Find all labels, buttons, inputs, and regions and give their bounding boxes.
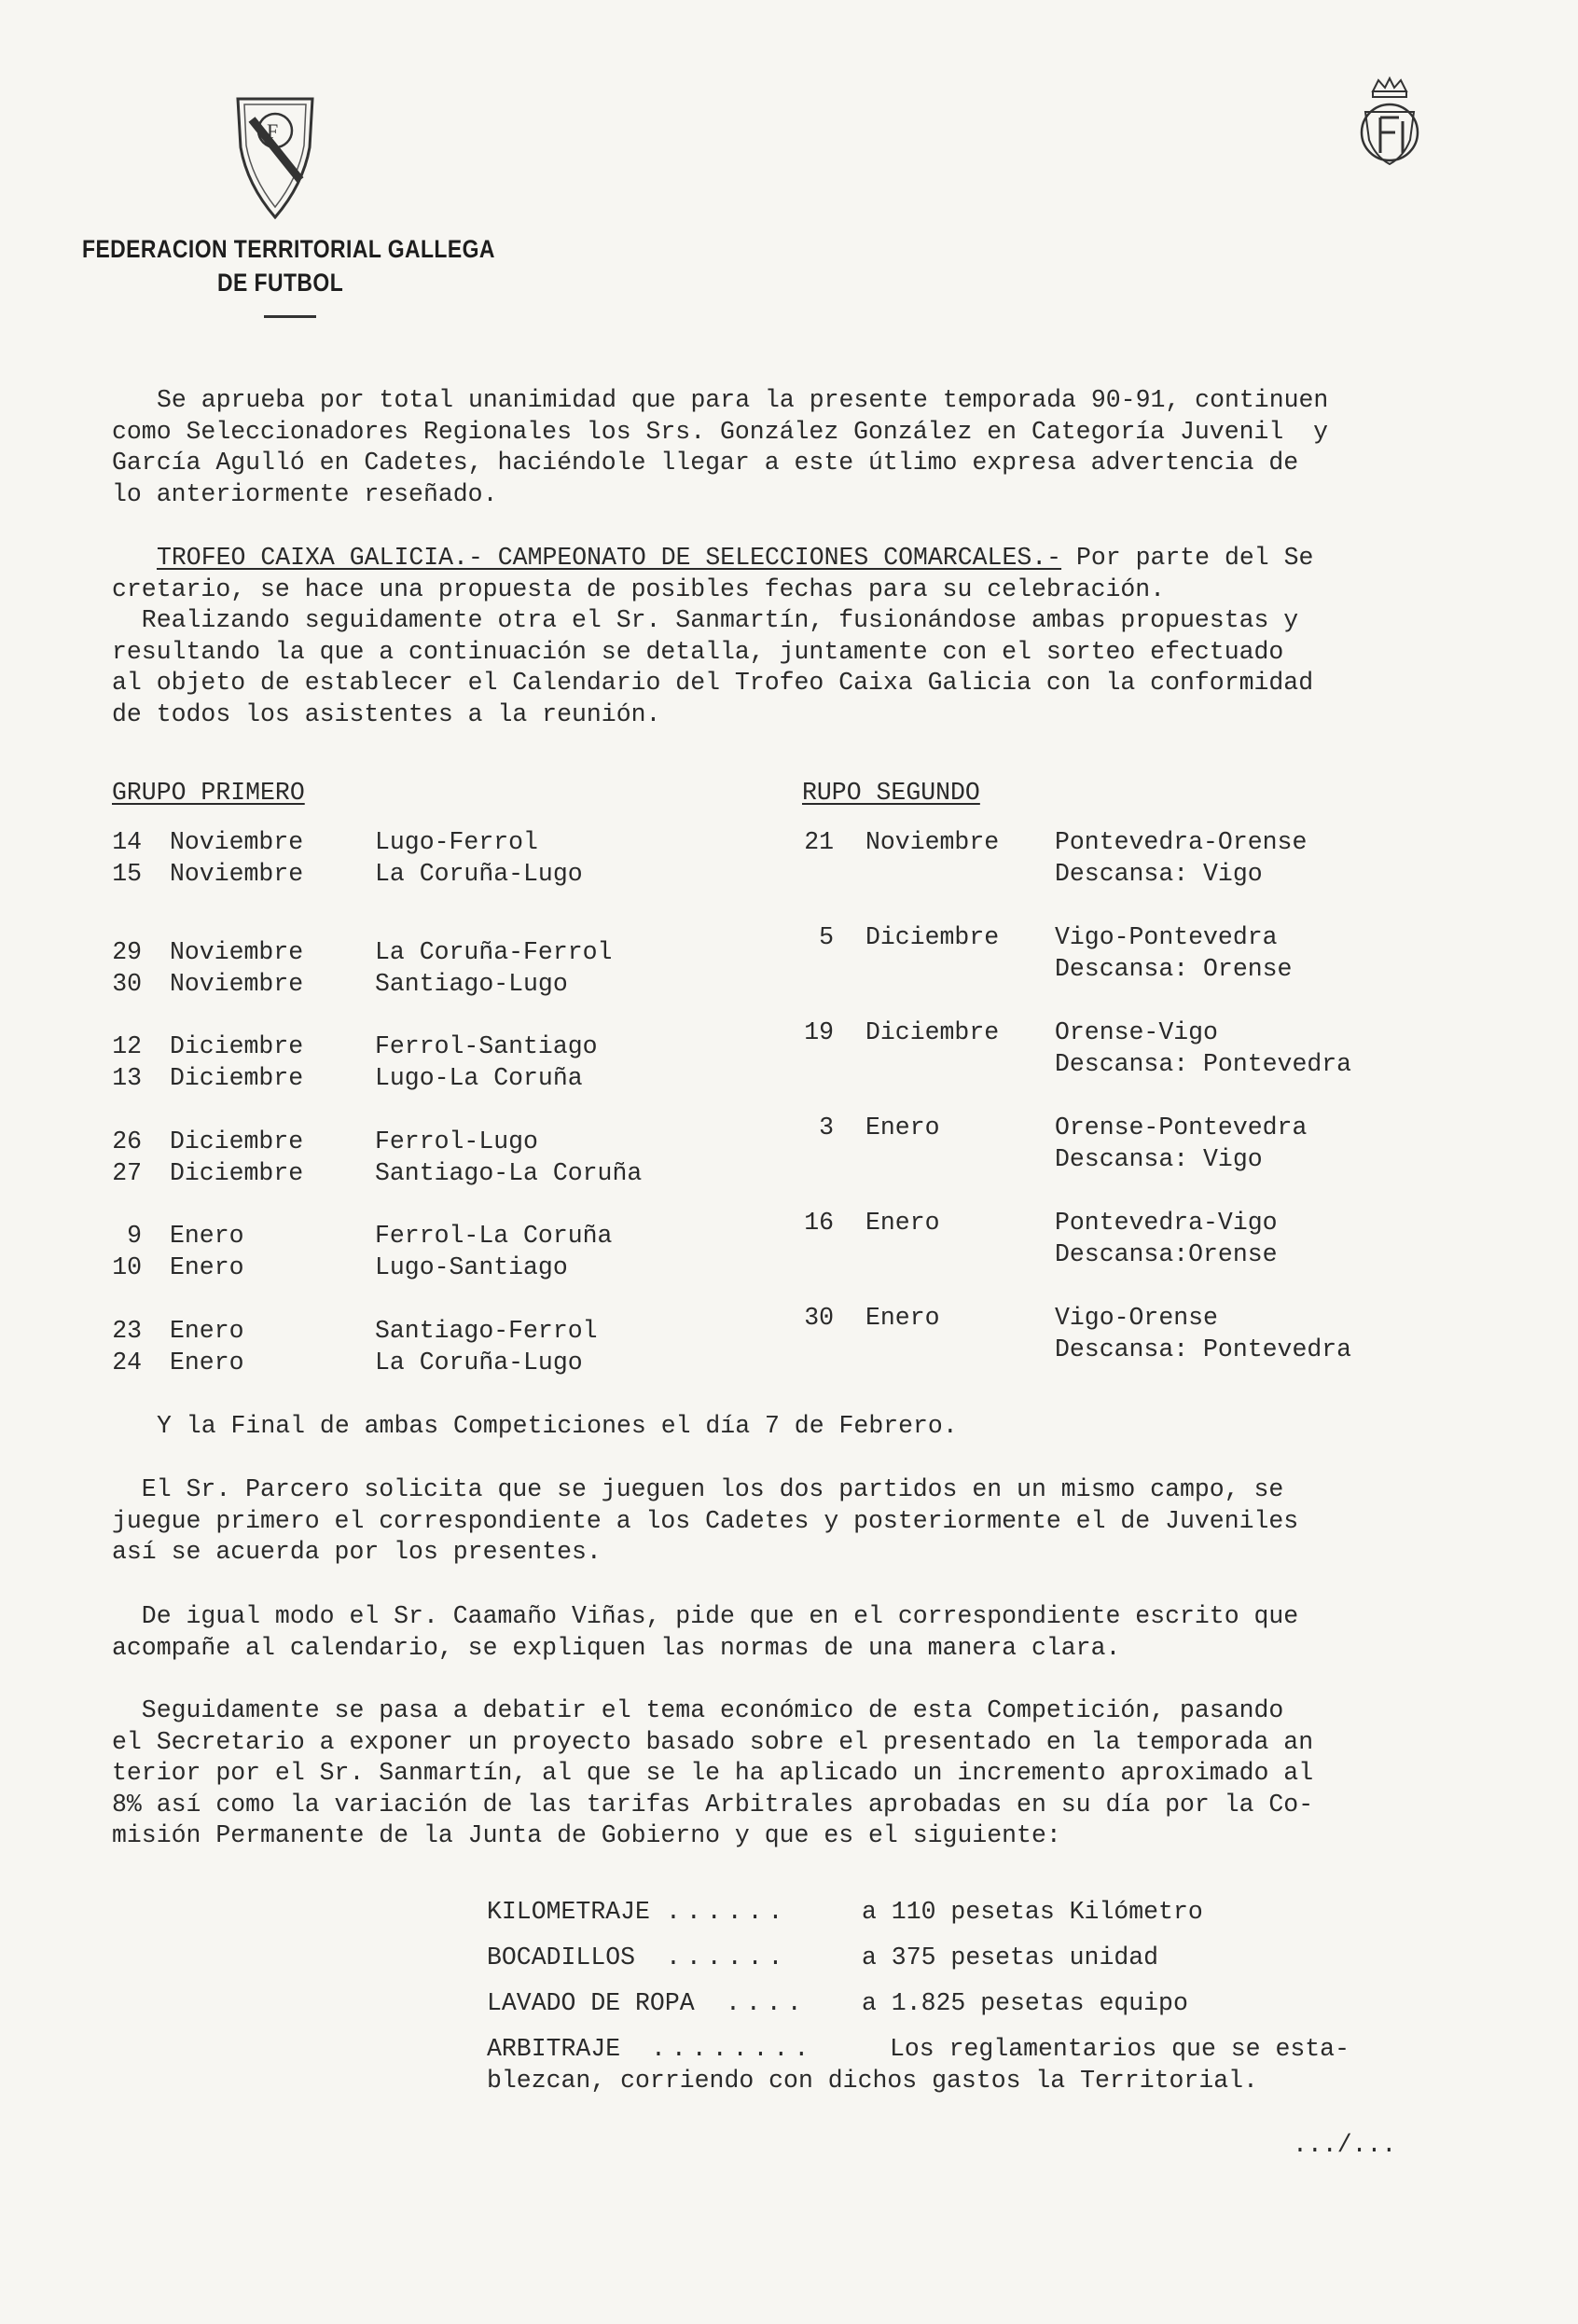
month: Enero [170,1222,244,1250]
day: 13 [112,1064,142,1092]
paragraph-line: acompañe al calendario, se expliquen las normas de una manera clara. [112,1633,1121,1662]
month: Diciembre [170,1159,304,1187]
paragraph-line: el Secretario a exponer un proyecto basado sobre el presentado en la temporada an [112,1727,1314,1756]
tariff-item: ARBITRAJE [487,2035,621,2063]
match: Lugo-Ferrol [375,828,538,856]
table-row [104,968,568,1000]
paragraph-line: García Agulló en Cadetes, haciéndole llegar a este útlimo expresa advertencia de [112,449,1299,477]
match: Pontevedra-Vigo [1055,1209,1278,1237]
paragraph-line: como Seleccionadores Regionales los Srs. González González en Categoría Juvenil y [112,417,1329,446]
month: Enero [865,1304,940,1332]
svg-text:F: F [267,119,279,143]
table-row [104,1347,583,1378]
day: 27 [112,1159,142,1187]
table-row [104,826,538,858]
tariff-row [487,1896,1203,1928]
match: Ferrol-La Coruña [375,1222,613,1250]
match: Santiago-La Coruña [375,1159,643,1187]
day: 29 [112,938,142,966]
tariff-row [487,1942,1158,1973]
table-row [793,826,1307,858]
table-row [793,1302,1218,1334]
day: 23 [112,1317,142,1345]
day: 16 [804,1209,834,1237]
paragraph-line: Seguidamente se pasa a debatir el tema económico de esta Competición, pasando [112,1696,1284,1724]
match: Santiago-Lugo [375,970,568,998]
table-row-rest: Descansa:Orense [1055,1240,1278,1268]
crowned-rfef-emblem-icon [1352,75,1427,177]
paragraph-line: así se acuerda por los presentes. [112,1538,602,1566]
month: Diciembre [865,1018,1000,1046]
paragraph-caamano [112,1601,1408,1664]
trofeo-heading-rest: Por parte del Se [1061,544,1314,572]
paragraph-line: lo anteriormente reseñado. [112,479,498,508]
day: 3 [819,1114,834,1141]
match: La Coruña-Lugo [375,860,583,888]
day: 15 [112,860,142,888]
match: Orense-Vigo [1055,1018,1218,1046]
match: Vigo-Pontevedra [1055,923,1278,951]
table-row-rest: Descansa: Pontevedra [1055,1050,1352,1078]
federation-name: FEDERACION TERRITORIAL GALLEGA [82,235,495,263]
month: Enero [170,1317,244,1345]
paragraph-1 [112,385,1408,510]
paragraph-line: cretario, se hace una propuesta de posibles fechas para su celebración. [112,574,1166,603]
federation-name-line2: DE FUTBOL [217,269,344,297]
month: Diciembre [170,1064,304,1092]
paragraph-line: 8% así como la variación de las tarifas Arbitrales aprobadas en su día por la Co- [112,1790,1314,1819]
table-row [104,936,612,968]
day: 9 [127,1222,142,1250]
tariff-dots: ...... [666,1944,789,1971]
month: Noviembre [865,828,1000,856]
day: 30 [112,970,142,998]
month: Enero [170,1253,244,1281]
table-row [104,1220,612,1252]
day: 24 [112,1349,142,1376]
paragraph-line [112,543,1408,574]
tariff-dots: ...... [666,1898,789,1926]
table-row [793,1112,1307,1143]
match: Pontevedra-Orense [1055,828,1308,856]
day: 26 [112,1127,142,1155]
tariff-value: a 110 pesetas Kilómetro [862,1898,1203,1926]
tariff-dots: .... [726,1989,808,2017]
table-row [104,1315,598,1347]
table-row [104,1126,538,1157]
match: La Coruña-Ferrol [375,938,613,966]
tariff-row [487,2033,1350,2065]
match: Lugo-La Coruña [375,1064,583,1092]
day: 19 [804,1018,834,1046]
day: 12 [112,1032,142,1060]
tariff-row [487,1987,1188,2019]
match: Orense-Pontevedra [1055,1114,1308,1141]
month: Noviembre [170,938,304,966]
paragraph-line: misión Permanente de la Junta de Gobierno y que es el siguiente: [112,1821,1061,1849]
tariff-item: BOCADILLOS [487,1944,636,1971]
table-row [104,1252,568,1283]
table-row [793,1017,1218,1048]
paragraph-line: al objeto de establecer el Calendario del Trofeo Caixa Galicia con la conformidad [112,669,1314,697]
final-date-line: Y la Final de ambas Competiciones el día 7 de Febrero. [157,1412,958,1440]
table-row [104,1062,583,1094]
table-row [793,1207,1278,1238]
month: Diciembre [170,1127,304,1155]
header-rule [264,315,316,318]
paragraph-line: De igual modo el Sr. Caamaño Viñas, pide que en el correspondiente escrito que [112,1602,1299,1630]
match: Ferrol-Lugo [375,1127,538,1155]
table-row [104,1031,598,1062]
tariff-value: a 1.825 pesetas equipo [862,1989,1188,2017]
paragraph-line: de todos los asistentes a la reunión. [112,699,661,728]
day: 21 [804,828,834,856]
federation-shield-emblem-icon [233,91,317,222]
month: Enero [865,1114,940,1141]
tariff-item: LAVADO DE ROPA [487,1989,695,2017]
tariff-value: a 375 pesetas unidad [862,1944,1159,1971]
table-row [104,1157,642,1189]
month: Noviembre [170,828,304,856]
month: Diciembre [865,923,1000,951]
group-segundo-title: RUPO SEGUNDO [802,779,980,807]
table-row-rest: Descansa: Vigo [1055,1145,1263,1173]
table-row [104,858,583,890]
tariff-continuation: blezcan, corriendo con dichos gastos la Territorial. [487,2067,1258,2095]
day: 14 [112,828,142,856]
paragraph-line: terior por el Sr. Sanmartín, al que se le ha aplicado un incremento aproximado al [112,1759,1314,1787]
month: Enero [170,1349,244,1376]
match: Lugo-Santiago [375,1253,568,1281]
trofeo-heading: TROFEO CAIXA GALICIA.- CAMPEONATO DE SELECCIONES COMARCALES.- [157,544,1062,572]
table-row [793,921,1278,953]
month: Diciembre [170,1032,304,1060]
paragraph-line: Realizando seguidamente otra el Sr. Sanmartín, fusionándose ambas propuestas y [112,606,1299,634]
paragraph-parcero [112,1474,1408,1569]
table-row-rest: Descansa: Orense [1055,955,1293,983]
month: Enero [865,1209,940,1237]
paragraph-trofeo [112,543,1408,730]
match: Vigo-Orense [1055,1304,1218,1332]
month: Noviembre [170,860,304,888]
group-primero-title: GRUPO PRIMERO [112,779,305,807]
day: 5 [819,923,834,951]
paragraph-line: Se aprueba por total unanimidad que para la presente temporada 90-91, continuen [157,386,1329,414]
paragraph-line: juegue primero el correspondiente a los Cadetes y posteriormente el de Juveniles [112,1506,1299,1535]
paragraph-line: resultando la que a continuación se detalla, juntamente con el sorteo efectuado [112,637,1284,666]
tariff-dots: ........ [651,2035,815,2063]
table-row-rest: Descansa: Pontevedra [1055,1335,1352,1363]
match: La Coruña-Lugo [375,1349,583,1376]
tariff-value: Los reglamentarios que se esta- [890,2035,1350,2063]
match: Santiago-Ferrol [375,1317,598,1345]
match: Ferrol-Santiago [375,1032,598,1060]
day: 10 [112,1253,142,1281]
paragraph-economico [112,1695,1408,1852]
month: Noviembre [170,970,304,998]
page-continue-mark: .../... [1293,2131,1397,2159]
tariff-item: KILOMETRAJE [487,1898,650,1926]
table-row-rest: Descansa: Vigo [1055,860,1263,888]
paragraph-line: El Sr. Parcero solicita que se jueguen los dos partidos en un mismo campo, se [112,1475,1284,1503]
day: 30 [804,1304,834,1332]
